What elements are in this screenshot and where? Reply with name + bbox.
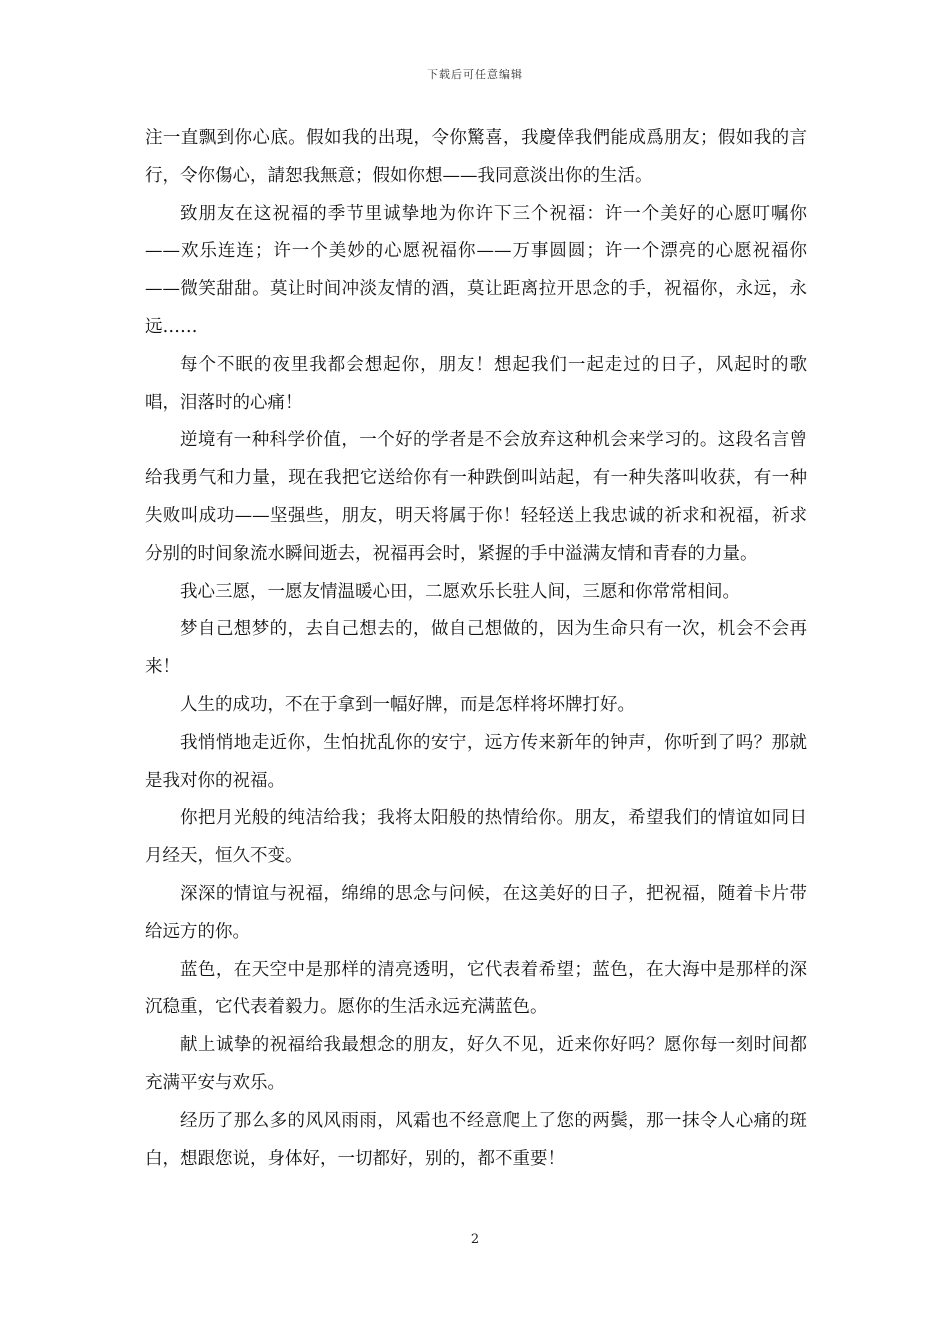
paragraph-10: 深深的情谊与祝福，绵绵的思念与问候，在这美好的日子，把祝福，随着卡片带给远方的你。 — [145, 883, 807, 942]
page-header: 下载后可任意编辑 — [427, 68, 523, 81]
paragraph-4: 逆境有一种科学价值，一个好的学者是不会放弃这种机会来学习的。这段名言曾给我勇气和力量，现在我把它送给你有一种跌倒叫站起，有一种失落叫收获，有一种失败叫成功——坚强些，朋友，明天将属于你！轻轻送上我忠诚的祈求和祝福，祈求分别的时间象流水瞬间逝去，祝福再会时，紧握的手中溢满友情和青春的力量。 — [145, 430, 807, 564]
paragraph-12: 献上诚挚的祝福给我最想念的朋友，好久不见，近来你好吗？愿你每一刻时间都充满平安与欢乐。 — [145, 1035, 807, 1093]
paragraph-8: 我悄悄地走近你，生怕扰乱你的安宁，远方传来新年的钟声，你听到了吗？那就是我对你的祝福。 — [145, 732, 807, 791]
paragraph-2: 致朋友在这祝福的季节里诚挚地为你许下三个祝福：许一个美好的心愿叮嘱你——欢乐连连；许一个美妙的心愿祝福你——万事圆圆；许一个漂亮的心愿祝福你——微笑甜甜。莫让时间冲淡友情的酒，莫让距离拉开思念的手，祝福你，永远，永远…… — [145, 203, 807, 337]
paragraph-6: 梦自己想梦的，去自己想去的，做自己想做的，因为生命只有一次，机会不会再来！ — [145, 619, 807, 678]
paragraph-3: 每个不眠的夜里我都会想起你，朋友！想起我们一起走过的日子，风起时的歌唱，泪落时的心痛！ — [145, 354, 807, 413]
paragraph-5: 我心三愿，一愿友情温暖心田，二愿欢乐长驻人间，三愿和你常常相间。 — [180, 581, 740, 602]
paragraph-1: 注一直飘到你心底。假如我的出現，令你驚喜，我慶倖我們能成爲朋友；假如我的言行，令你傷心，請恕我無意；假如你想——我同意淡出你的生活。 — [145, 128, 807, 186]
paragraph-11: 蓝色，在天空中是那样的清亮透明，它代表着希望；蓝色，在大海中是那样的深沉稳重，它代表着毅力。愿你的生活永远充满蓝色。 — [145, 959, 807, 1018]
page-number: 2 — [470, 1232, 480, 1247]
paragraph-9: 你把月光般的纯洁给我；我将太阳般的热情给你。朋友，希望我们的情谊如同日月经天，恒久不变。 — [145, 808, 807, 867]
document-body — [145, 120, 807, 1178]
paragraph-13: 经历了那么多的风风雨雨，风霜也不经意爬上了您的两鬓，那一抹令人心痛的斑白，想跟您说，身体好，一切都好，别的，都不重要！ — [145, 1110, 807, 1169]
paragraph-7: 人生的成功，不在于拿到一幅好牌，而是怎样将坏牌打好。 — [180, 694, 635, 715]
